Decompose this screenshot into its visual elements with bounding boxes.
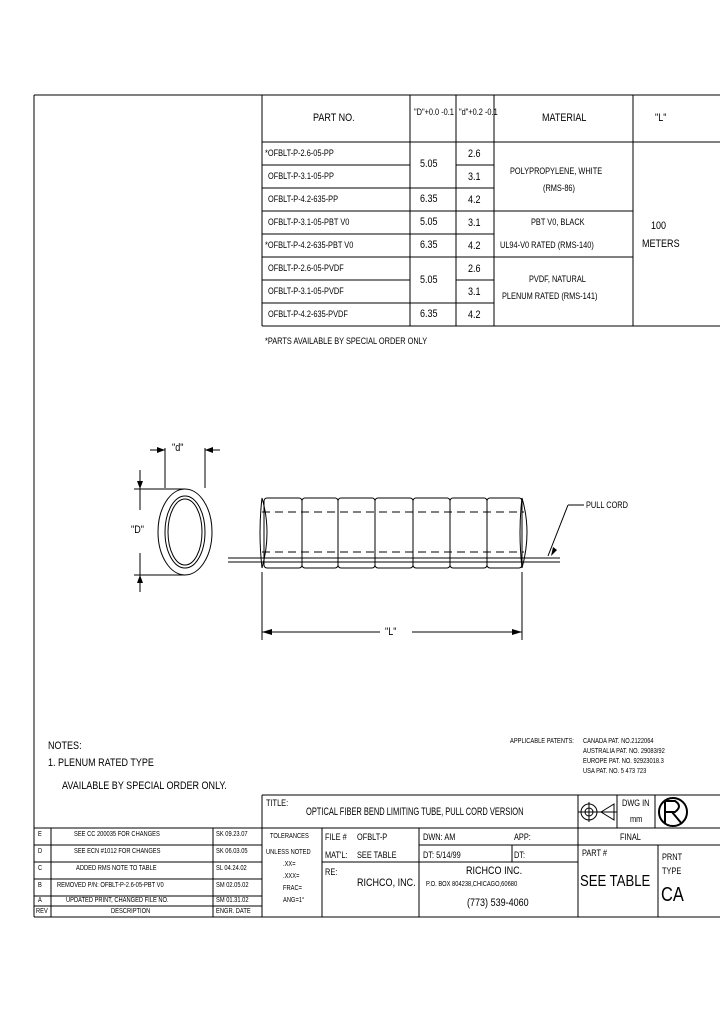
d-value-6: 2.6	[468, 263, 481, 275]
file-label: FILE #	[325, 832, 347, 842]
d-value-1: 2.6	[468, 148, 481, 160]
header-L: "L"	[655, 112, 667, 124]
tol-xxx: .XXX=	[283, 873, 300, 880]
rev-engr-D: SK 06.03.05	[216, 848, 248, 855]
print-type-label-2: TYPE	[662, 866, 682, 876]
matl-value: SEE TABLE	[357, 850, 397, 860]
rev-header: REV	[36, 908, 48, 915]
length-unit: METERS	[642, 238, 680, 250]
tol-frac: FRAC=	[283, 885, 302, 892]
parts-footnote: *PARTS AVAILABLE BY SPECIAL ORDER ONLY	[265, 336, 428, 346]
notes-title: NOTES:	[48, 740, 82, 752]
drawn-by: DWN: AM	[423, 832, 456, 842]
dim-D-label: "D"	[131, 524, 144, 536]
D-value-4: 6.35	[420, 239, 438, 251]
patent-usa: USA PAT. NO. 5 473 723	[583, 768, 647, 775]
rev-engr-E: SK 09.23.07	[216, 831, 248, 838]
rev-letter-A: A	[38, 897, 42, 904]
re-value: RICHCO, INC.	[357, 877, 416, 889]
rev-desc-C: ADDED RMS NOTE TO TABLE	[76, 865, 157, 872]
material-pvdf-1: PVDF, NATURAL	[529, 274, 586, 284]
part-row-2: OFBLT-P-3.1-05-PP	[268, 171, 334, 181]
rev-letter-B: B	[38, 882, 42, 889]
rev-desc-B: REMOVED P/N: OFBLT-P-2.6-05-PBT V0	[57, 882, 164, 889]
dim-d-label: "d"	[172, 442, 184, 454]
part-number-label: PART #	[582, 848, 608, 858]
material-pbt-2: UL94-V0 RATED (RMS-140)	[500, 240, 594, 250]
drawing-title: OPTICAL FIBER BEND LIMITING TUBE, PULL CORD VERSION	[306, 806, 524, 818]
length-value: 100	[651, 220, 667, 232]
d-value-8: 4.2	[468, 309, 481, 321]
print-type-label-1: PRNT	[662, 852, 683, 862]
header-D: "D"+0.0 -0.1	[414, 107, 454, 117]
header-part-no: PART NO.	[313, 112, 355, 124]
d-value-2: 3.1	[468, 171, 481, 183]
patent-canada: CANADA PAT. NO.2122064	[583, 738, 654, 745]
tolerances-label: TOLERANCES	[270, 833, 309, 840]
company-address: P.O. BOX 804238,CHICAGO,60680	[426, 881, 518, 888]
title-label: TITLE:	[266, 798, 289, 808]
header-material: MATERIAL	[542, 112, 587, 124]
note-line-2: AVAILABLE BY SPECIAL ORDER ONLY.	[62, 780, 227, 792]
part-row-1: *OFBLT-P-2.6-05-PP	[265, 148, 334, 158]
patents-label: APPLICABLE PATENTS:	[510, 738, 574, 745]
company-name: RICHCO INC.	[466, 865, 523, 877]
part-row-3: OFBLT-P-4.2-635-PP	[268, 194, 339, 204]
note-line-1: 1. PLENUM RATED TYPE	[48, 757, 154, 769]
pull-cord-label: PULL CORD	[586, 500, 628, 510]
drawn-date: DT: 5/14/99	[423, 850, 461, 860]
rev-desc-E: SEE CC 200035 FOR CHANGES	[74, 831, 160, 838]
part-row-7: OFBLT-P-3.1-05-PVDF	[268, 286, 344, 296]
header-d: "d"+0.2 -0.1	[459, 107, 498, 117]
tol-ang: ANG=1°	[283, 897, 305, 904]
d-value-5: 4.2	[468, 240, 481, 252]
tol-xx: .XX=	[283, 861, 296, 868]
rev-engr-A: SM 01.31.02	[216, 897, 249, 904]
rev-desc-D: SEE ECN #1012 FOR CHANGES	[74, 848, 161, 855]
D-value-6: 6.35	[420, 308, 438, 320]
units-label: mm	[630, 814, 643, 824]
D-value-3: 5.05	[420, 216, 438, 228]
rev-letter-E: E	[38, 831, 42, 838]
D-value-1: 5.05	[420, 158, 438, 170]
unless-noted-label: UNLESS NOTED	[266, 849, 311, 856]
material-pp-2: (RMS-86)	[543, 183, 575, 193]
d-value-3: 4.2	[468, 194, 481, 206]
D-value-5: 5.05	[420, 274, 438, 286]
desc-header: DESCRIPTION	[111, 908, 151, 915]
approved-by: APP:	[514, 832, 531, 842]
file-value: OFBLT-P	[357, 832, 388, 842]
status-final: FINAL	[620, 832, 641, 842]
material-pvdf-2: PLENUM RATED (RMS-141)	[502, 291, 598, 301]
re-label: RE:	[325, 867, 338, 877]
matl-label: MAT'L:	[325, 850, 348, 860]
part-row-4: OFBLT-P-3.1-05-PBT V0	[268, 217, 350, 227]
rev-engr-C: SL 04.24.02	[216, 865, 247, 872]
approved-date: DT:	[514, 850, 526, 860]
d-value-4: 3.1	[468, 217, 481, 229]
rev-letter-C: C	[38, 865, 43, 872]
part-row-6: OFBLT-P-2.6-05-PVDF	[268, 263, 344, 273]
engr-header: ENGR. DATE	[216, 908, 251, 915]
part-row-5: *OFBLT-P-4.2-635-PBT V0	[265, 240, 354, 250]
d-value-7: 3.1	[468, 286, 481, 298]
rev-desc-A: UPDATED PRINT, CHANGED FILE NO.	[66, 897, 169, 904]
company-phone: (773) 539-4060	[467, 897, 529, 909]
patent-australia: AUSTRALIA PAT. NO. 29083/92	[583, 748, 665, 755]
dim-L-label: "L"	[385, 626, 397, 638]
material-pp-1: POLYPROPYLENE, WHITE	[510, 166, 603, 176]
rev-letter-D: D	[38, 848, 43, 855]
part-row-8: OFBLT-P-4.2-635-PVDF	[268, 309, 348, 319]
dwg-in-label: DWG IN	[622, 798, 650, 808]
patent-europe: EUROPE PAT. NO. 92923018.3	[583, 758, 664, 765]
part-number-value: SEE TABLE	[580, 873, 651, 890]
D-value-2: 6.35	[420, 193, 438, 205]
rev-engr-B: SM 02.05.02	[216, 882, 249, 889]
print-type-value: CA	[661, 884, 684, 906]
material-pbt-1: PBT V0, BLACK	[531, 217, 585, 227]
